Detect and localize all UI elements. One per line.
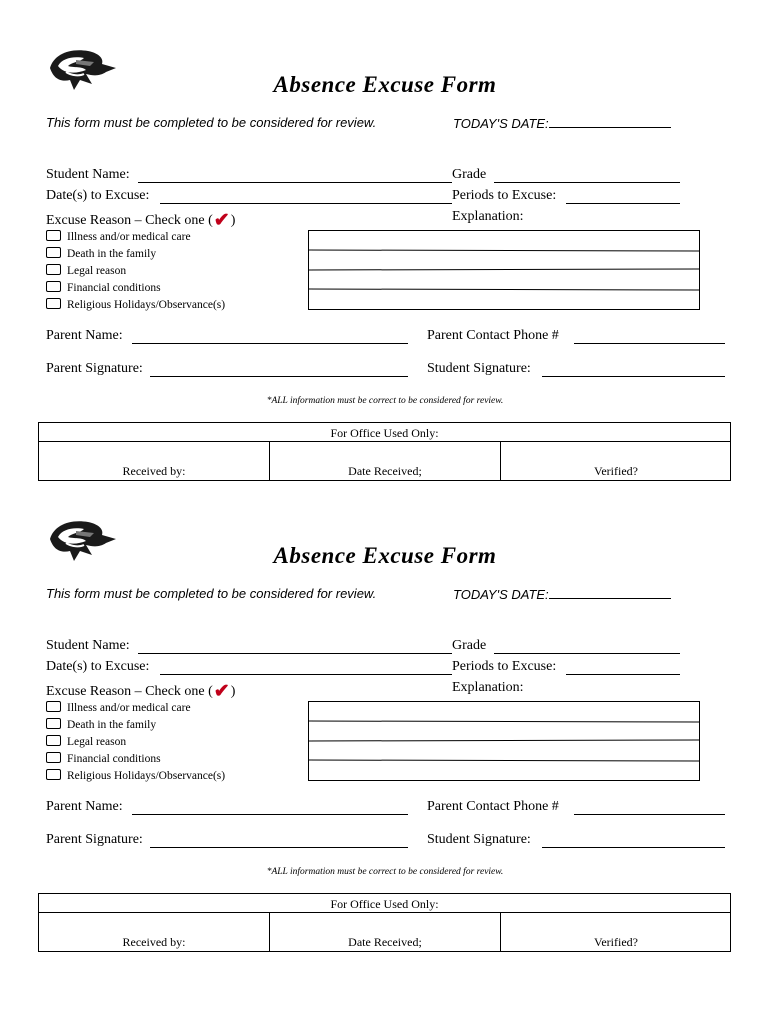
checkmark-icon: ✔ xyxy=(213,681,230,702)
reason-option[interactable] xyxy=(46,735,126,748)
dates-line[interactable] xyxy=(160,203,452,204)
parent-signature-label: Parent Signature: xyxy=(46,361,143,376)
student-signature-line[interactable] xyxy=(542,847,725,848)
parent-name-line[interactable] xyxy=(132,814,408,815)
student-name-line[interactable] xyxy=(138,653,452,654)
dates-label: Date(s) to Excuse: xyxy=(46,659,150,674)
reason-option[interactable] xyxy=(46,264,126,277)
reason-label-text: Excuse Reason – Check one ( xyxy=(46,684,213,699)
verified-label: Verified? xyxy=(594,464,638,478)
option-label: Financial conditions xyxy=(67,282,161,294)
grade-line[interactable] xyxy=(494,653,680,654)
todays-date-label: TODAY'S DATE: xyxy=(453,116,549,131)
reason-option[interactable] xyxy=(46,247,156,260)
student-signature-label: Student Signature: xyxy=(427,361,531,376)
grade-label: Grade xyxy=(452,638,487,653)
absence-form xyxy=(0,471,770,951)
parent-name-label: Parent Name: xyxy=(46,799,123,814)
dates-line[interactable] xyxy=(160,674,452,675)
parent-phone-label: Parent Contact Phone # xyxy=(427,328,559,343)
checkbox[interactable] xyxy=(46,281,61,292)
form-title: Absence Excuse Form xyxy=(273,72,497,97)
todays-date-line[interactable] xyxy=(549,586,671,599)
option-label: Illness and/or medical care xyxy=(67,231,191,243)
checkbox[interactable] xyxy=(46,247,61,258)
student-signature-label: Student Signature: xyxy=(427,832,531,847)
option-label: Legal reason xyxy=(67,265,127,277)
option-label: Legal reason xyxy=(67,736,127,748)
parent-signature-line[interactable] xyxy=(150,376,408,377)
form-note: *ALL information must be correct to be considered for review. xyxy=(266,867,504,877)
reason-option[interactable] xyxy=(46,230,191,243)
received-by-label: Received by: xyxy=(122,935,186,949)
reason-option[interactable] xyxy=(46,769,225,782)
todays-date-field[interactable] xyxy=(453,115,671,131)
reason-label-text: Excuse Reason – Check one ( xyxy=(46,213,213,228)
parent-phone-line[interactable] xyxy=(574,343,725,344)
reason-option[interactable] xyxy=(46,298,225,311)
reason-option[interactable] xyxy=(46,718,156,731)
periods-line[interactable] xyxy=(566,674,680,675)
checkbox[interactable] xyxy=(46,264,61,275)
explanation-label: Explanation: xyxy=(452,680,524,695)
verified-label: Verified? xyxy=(594,935,638,949)
office-use-table xyxy=(38,893,731,952)
todays-date-line[interactable] xyxy=(549,115,671,128)
explanation-label: Explanation: xyxy=(452,209,524,224)
dates-label: Date(s) to Excuse: xyxy=(46,188,150,203)
reason-label xyxy=(46,680,235,703)
office-title: For Office Used Only: xyxy=(330,897,439,911)
explanation-box[interactable] xyxy=(308,701,700,781)
checkbox[interactable] xyxy=(46,735,61,746)
parent-phone-line[interactable] xyxy=(574,814,725,815)
grade-label: Grade xyxy=(452,167,487,182)
reason-label xyxy=(46,209,235,232)
received-by-label: Received by: xyxy=(122,464,186,478)
grade-line[interactable] xyxy=(494,182,680,183)
reason-option[interactable] xyxy=(46,281,161,294)
checkbox[interactable] xyxy=(46,230,61,241)
todays-date-label: TODAY'S DATE: xyxy=(453,587,549,602)
option-label: Religious Holidays/Observance(s) xyxy=(67,299,226,311)
option-label: Financial conditions xyxy=(67,753,161,765)
checkbox[interactable] xyxy=(46,718,61,729)
date-received-label: Date Received; xyxy=(348,935,422,949)
office-title: For Office Used Only: xyxy=(330,426,439,440)
option-label: Death in the family xyxy=(67,248,157,260)
checkmark-icon: ✔ xyxy=(213,210,230,231)
parent-phone-label: Parent Contact Phone # xyxy=(427,799,559,814)
student-signature-line[interactable] xyxy=(542,376,725,377)
student-name-line[interactable] xyxy=(138,182,452,183)
form-intro: This form must be completed to be considered for review. xyxy=(46,115,377,130)
student-name-label: Student Name: xyxy=(46,167,130,182)
form-intro: This form must be completed to be considered for review. xyxy=(46,586,377,601)
checkbox[interactable] xyxy=(46,769,61,780)
option-label: Death in the family xyxy=(67,719,157,731)
divider xyxy=(39,912,730,913)
explanation-box[interactable] xyxy=(308,230,700,310)
divider xyxy=(39,441,730,442)
todays-date-field[interactable] xyxy=(453,586,671,602)
periods-label: Periods to Excuse: xyxy=(452,659,557,674)
reason-label-close: ) xyxy=(230,684,236,699)
student-name-label: Student Name: xyxy=(46,638,130,653)
parent-signature-line[interactable] xyxy=(150,847,408,848)
option-label: Religious Holidays/Observance(s) xyxy=(67,770,226,782)
periods-line[interactable] xyxy=(566,203,680,204)
option-label: Illness and/or medical care xyxy=(67,702,191,714)
parent-name-line[interactable] xyxy=(132,343,408,344)
absence-form xyxy=(0,0,770,480)
parent-name-label: Parent Name: xyxy=(46,328,123,343)
form-title: Absence Excuse Form xyxy=(273,543,497,568)
date-received-label: Date Received; xyxy=(348,464,422,478)
reason-option[interactable] xyxy=(46,752,161,765)
checkbox[interactable] xyxy=(46,752,61,763)
checkbox[interactable] xyxy=(46,298,61,309)
reason-label-close: ) xyxy=(230,213,236,228)
checkbox[interactable] xyxy=(46,701,61,712)
parent-signature-label: Parent Signature: xyxy=(46,832,143,847)
form-note: *ALL information must be correct to be considered for review. xyxy=(266,396,504,406)
reason-option[interactable] xyxy=(46,701,191,714)
periods-label: Periods to Excuse: xyxy=(452,188,557,203)
